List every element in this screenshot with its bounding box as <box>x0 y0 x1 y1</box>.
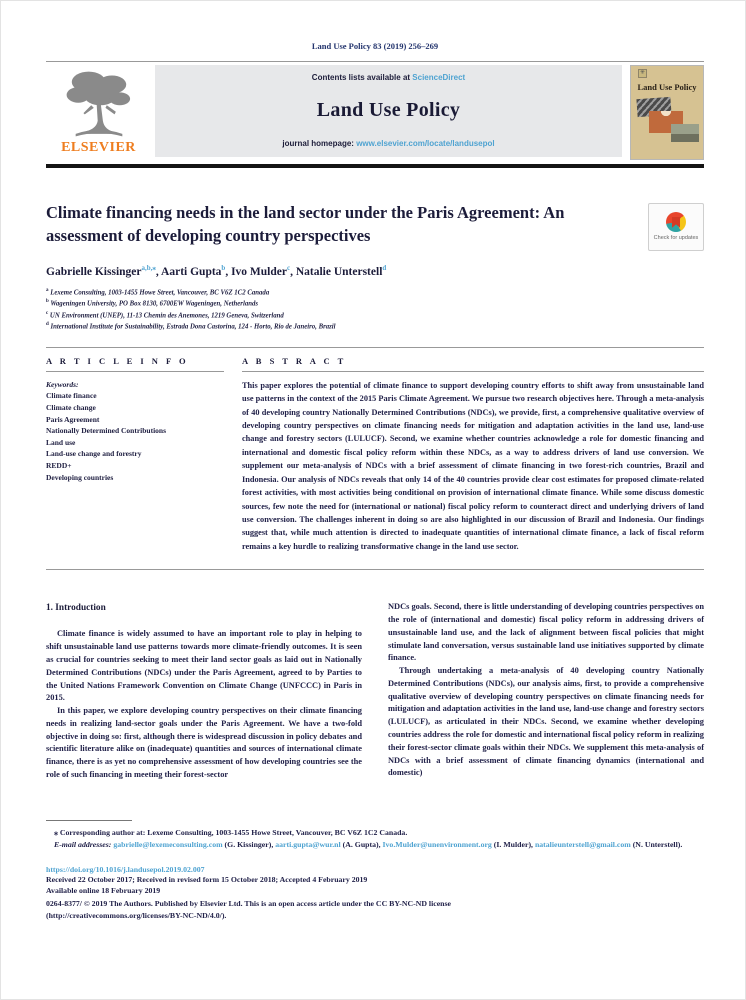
keyword: Climate finance <box>46 391 97 401</box>
check-for-updates-badge[interactable] <box>648 203 704 251</box>
author-2-affil-sup[interactable]: b <box>221 264 226 272</box>
author-1 <box>46 266 161 278</box>
homepage-line <box>282 139 494 148</box>
homepage-link[interactable]: www.elsevier.com/locate/landusepol <box>356 139 495 148</box>
intro-paragraph-2: In this paper, we explore developing country perspectives on their climate financing needs in realizing land-sector goals under the Paris Agreement. We have a two-fold objective in doing so: first, although there is widespread discussion in policy debates and scientific literature alike on (inadequate) quantities and sources of international climate finance, there is as yet no comprehensive assessment of how developing countries see the role of such financing in meeting their forest-sector <box>46 706 362 779</box>
abstract-bottom-rule <box>46 569 704 570</box>
available-online-line: Available online 18 February 2019 <box>46 886 161 896</box>
intro-paragraph-2-continued: NDCs goals. Second, there is little understanding of developing countries perspectives on the role of (international and domestic) fiscal policy reform in addressing drivers of unsustainable land use, and the lack of alignment between fiscal policies that might stimulate land conversation, versus sustainable land use initiatives supported by climate finance. <box>388 602 705 663</box>
contents-prefix: Contents lists available at <box>311 73 413 82</box>
author-3 <box>231 266 296 278</box>
masthead <box>46 65 704 160</box>
info-abstract-section <box>46 347 704 554</box>
keywords-label: Keywords: <box>46 379 79 389</box>
keyword: Nationally Determined Contributions <box>46 426 166 436</box>
author-4 <box>296 266 386 278</box>
author-sep: , <box>225 265 232 278</box>
keyword: Developing countries <box>46 472 114 482</box>
affiliation-d-text: International Institute for Sustainability, Estrada Dona Castorina, 124 - Horto, Rio de Janeiro, Brazil <box>48 323 336 331</box>
masthead-divider-bar <box>46 164 704 168</box>
email-link-mulder[interactable]: Ivo.Mulder@unenvironment.org <box>382 839 492 849</box>
email-link-kissinger[interactable]: gabrielle@lexemeconsulting.com <box>113 839 223 849</box>
article-info-heading: A R T I C L E I N F O <box>46 355 189 366</box>
email-owner: (G. Kissinger), <box>222 839 276 849</box>
affiliations <box>46 287 704 333</box>
abstract-column <box>242 356 704 554</box>
abstract-underline <box>242 371 704 372</box>
affiliation-c-text: UN Environment (UNEP), 11-13 Chemin des Anemones, 1219 Geneva, Switzerland <box>48 312 284 319</box>
footnote-star: ⁎ <box>54 827 60 837</box>
introduction-section <box>46 601 704 781</box>
footnote-block <box>46 827 704 851</box>
crossmark-icon <box>666 212 686 232</box>
email-addresses-note <box>46 839 704 851</box>
introduction-heading: 1. Introduction <box>46 603 106 614</box>
affiliation-a <box>46 287 704 298</box>
doi-line <box>46 865 704 874</box>
keyword: REDD+ <box>46 461 72 471</box>
keyword: Land-use change and forestry <box>46 449 142 459</box>
corresponding-author-text: Corresponding author at: Lexeme Consulting, 1003-1455 Howe Street, Vancouver, BC V6Z 1C2 Canada. <box>59 827 408 837</box>
elsevier-tree-icon <box>60 69 138 139</box>
article-title: Climate financing needs in the land sector under the Paris Agreement: An assessment of developing country perspectives <box>46 203 565 246</box>
masthead-journal-title: Land Use Policy <box>316 99 461 121</box>
homepage-prefix: journal homepage: <box>282 139 357 148</box>
copyright-block <box>46 898 704 921</box>
title-block <box>46 201 704 251</box>
bookmark-icon <box>672 217 680 228</box>
affiliation-b-text: Wageningen University, PO Box 8130, 6700EW Wageningen, Netherlands <box>48 300 259 308</box>
author-line <box>46 264 704 278</box>
affiliation-b <box>46 298 704 309</box>
affiliation-a-sup: a <box>46 287 49 293</box>
email-link-unterstell[interactable]: natalieunterstell@gmail.com <box>534 839 631 849</box>
affiliation-c <box>46 310 704 321</box>
masthead-center <box>155 65 622 157</box>
abstract-text: This paper explores the potential of climate finance to support developing country efforts to shift away from unsustainable land use patterns in the context of the 2015 Paris Climate Agreement. We pursue two research objectives here. Through a meta-analysis of 40 developing country Nationally Determined Contributions (NDCs), we provide, first, a comprehensive qualitative overview of developing country perspectives on climate financing needs for mitigation and adaptation activities in the land use, land-use change and forestry sectors (LULUCF). Second, we examine whether countries acknowledge a role for domestic financing and international and domestic fiscal policy reform within these NDCs, as a way to address drivers of land use conversion. We supplement our meta-analysis of NDCs with a brief assessment of climate financing in two forest-rich countries, Brazil and Indonesia. Our analysis of NDCs reveals that only 14 of the 40 countries provide clear cost estimates for proposed climate-related forest activities, with most activities being conditional on provision of international climate finance. While some discuss domestic sources, few note the need for (international or national) fiscal policy reform to counteract direct and underlying drivers of land use conversion. The challenges inherent in doing so are also highlighted in our discussion of Brazil and Indonesia. Our findings suggest that, while much attention is directed to inadequate quantities of international climate finance, a lack of fiscal reform remains a key hurdle to realizing transformative change in the land use sector. <box>242 380 704 551</box>
keyword: Climate change <box>46 402 96 412</box>
copyright-line-1: 0264-8377/ © 2019 The Authors. Published by Elsevier Ltd. This is an open access article under the CC BY-NC-ND license <box>46 899 452 909</box>
intro-column-left <box>46 601 375 781</box>
cover-title: Land Use Policy <box>637 82 697 92</box>
doi-link[interactable]: https://doi.org/10.1016/j.landusepol.2019.02.007 <box>46 864 205 874</box>
affiliation-a-text: Lexeme Consulting, 1003-1455 Howe Street, Vancouver, BC V6Z 1C2 Canada <box>48 289 270 297</box>
article-info-column <box>46 356 242 554</box>
affiliation-c-sup: c <box>46 310 49 316</box>
article-info-underline <box>46 371 224 372</box>
journal-citation: Land Use Policy 83 (2019) 256–269 <box>311 41 439 51</box>
corresponding-author-note <box>46 827 704 839</box>
email-owner: (A. Gupta), <box>340 839 383 849</box>
cover-publisher-mark-icon: ✳ <box>639 70 646 76</box>
intro-column-right <box>375 601 704 781</box>
footnote-rule <box>46 820 132 821</box>
intro-paragraph-3: Through undertaking a meta-analysis of 40 developing country Nationally Determined Contributions (NDCs), our analysis aims, first, to provide a comprehensive qualitative overview of developing country perspectives on climate financing needs for mitigation and adaptation activities in the land use, land-use change and forestry sectors (LULUCF), as articulated in their NDCs. Second, we examine whether developing countries address the role for domestic and international fiscal policy reform in realizing their forest-sector climate goals within their NDCs. We supplement this meta-analysis of NDCs with a brief assessment of climate financing dynamics (international and domestic) <box>388 666 704 778</box>
author-1-name: Gabrielle Kissinger <box>46 265 142 278</box>
contents-line <box>312 73 465 82</box>
affiliation-d-sup: d <box>46 322 49 328</box>
keyword: Land use <box>46 437 76 447</box>
check-for-updates-label: Check for updates <box>653 235 699 242</box>
email-label: E-mail addresses: <box>54 839 114 849</box>
author-4-affil-sup[interactable]: d <box>382 264 387 272</box>
masthead-top-rule <box>46 61 704 62</box>
author-4-name: Natalie Unterstell <box>295 265 383 278</box>
email-link-gupta[interactable]: aarti.gupta@wur.nl <box>275 839 341 849</box>
email-owner: (I. Mulder), <box>491 839 535 849</box>
received-line: Received 22 October 2017; Received in revised form 15 October 2018; Accepted 4 February 2019 <box>46 874 368 884</box>
author-2-name: Aarti Gupta <box>161 265 222 278</box>
elsevier-logo[interactable] <box>46 65 151 160</box>
author-3-affil-sup[interactable]: c <box>286 264 291 272</box>
author-sep: , <box>155 265 162 278</box>
author-sep: , <box>290 265 296 278</box>
author-2 <box>161 266 231 278</box>
keyword: Paris Agreement <box>46 414 100 424</box>
affiliation-b-sup: b <box>46 299 49 305</box>
email-owner: (N. Unterstell). <box>630 839 683 849</box>
copyright-line-2: (http://creativecommons.org/licenses/BY-NC-ND/4.0/). <box>46 910 227 920</box>
author-1-affil-sup[interactable]: a,b,⁎ <box>141 264 156 272</box>
elsevier-wordmark: ELSEVIER <box>61 140 136 155</box>
affiliation-d <box>46 321 704 332</box>
sciencedirect-link[interactable]: ScienceDirect <box>412 73 466 82</box>
journal-cover-thumbnail[interactable] <box>630 65 704 160</box>
cover-photo-landscape <box>671 124 699 142</box>
author-3-name: Ivo Mulder <box>231 265 287 278</box>
intro-paragraph-1: Climate finance is widely assumed to have an important role to play in helping to shift unsustainable land use patterns towards more climate-friendly outcomes. It is seen as crucial for countries seeking to meet their land sector goals as laid out in Nationally Determined Contributions (NDCs) under the Paris Agreement, agreed to by Parties to the United Nations Framework Convention on Climate Change (UNFCCC) in Paris in 2015. <box>46 629 362 703</box>
abstract-heading: A B S T R A C T <box>242 355 347 366</box>
